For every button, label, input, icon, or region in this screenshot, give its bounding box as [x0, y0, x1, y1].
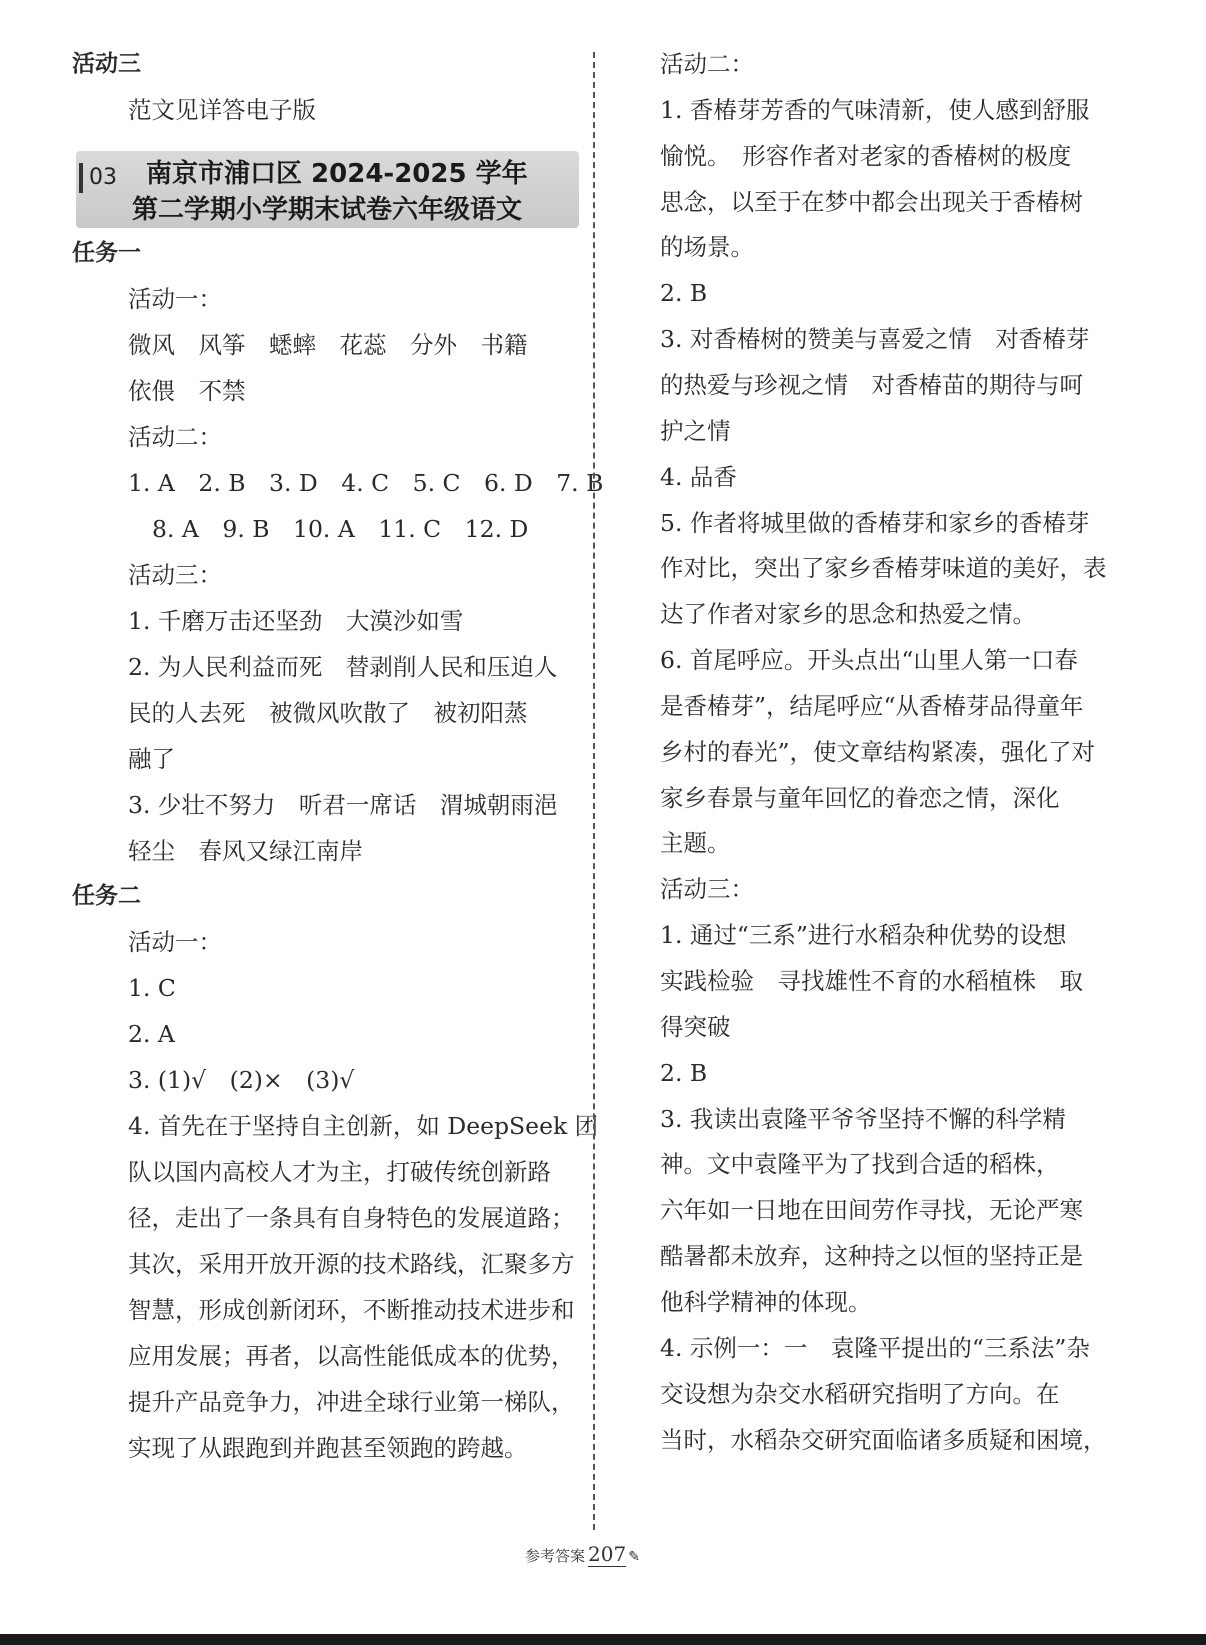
- answer-line: 2. 为人民利益而死 替剥削人民和压迫人: [128, 653, 558, 681]
- answer-line: 活动一：: [128, 285, 222, 313]
- answer-line: 活动三：: [660, 875, 754, 904]
- answer-line: 4. 品香: [660, 462, 737, 491]
- answer-line: 当时，水稻杂交研究面临诸多质疑和困境，: [660, 1425, 1107, 1454]
- answer-line: 乡村的春光”，使文章结构紧凑，强化了对: [660, 737, 1096, 766]
- answer-line: 1. 千磨万击还坚劲 大漠沙如雪: [128, 607, 464, 635]
- answer-line: 队以国内高校人才为主，打破传统创新路: [128, 1158, 551, 1186]
- answer-line: 民的人去死 被微风吹散了 被初阳蒸: [128, 699, 528, 727]
- answer-line: 融了: [128, 745, 175, 773]
- answer-line: 其次，采用开放开源的技术路线，汇聚多方: [128, 1250, 575, 1278]
- answer-line: 交设想为杂交水稻研究指明了方向。在: [660, 1379, 1060, 1408]
- answer-line: 3. 我读出袁隆平爷爷坚持不懈的科学精: [660, 1104, 1066, 1133]
- answer-line: 1. C: [128, 974, 176, 1002]
- footer-label: 参考答案: [525, 1547, 586, 1565]
- answer-line: 应用发展；再者，以高性能低成本的优势，: [128, 1342, 575, 1370]
- answer-line: 神。文中袁隆平为了找到合适的稻株，: [660, 1150, 1060, 1179]
- answer-line: 他科学精神的体现。: [660, 1287, 872, 1316]
- answer-line: 微风 风筝 蟋蟀 花蕊 分外 书籍: [128, 331, 528, 359]
- scan-edge-bar: [0, 1634, 1206, 1645]
- title-line-1: 南京市浦口区 2024-2025 学年: [146, 159, 528, 189]
- page-footer: [525, 1542, 640, 1566]
- answer-line: 的场景。: [660, 233, 754, 262]
- answer-line: 活动三：: [128, 561, 222, 589]
- answer-line: 5. 作者将城里做的香椿芽和家乡的香椿芽: [660, 508, 1090, 537]
- answer-line: 3. (1)√ (2)× (3)√: [128, 1066, 355, 1094]
- page-number: 207: [588, 1542, 627, 1566]
- answer-line: 3. 少壮不努力 听君一席话 渭城朝雨浥: [128, 791, 558, 819]
- answer-line: 2. A: [128, 1020, 175, 1048]
- answer-line: 的热爱与珍视之情 对香椿苗的期待与呵: [660, 370, 1083, 399]
- column-divider: [593, 52, 595, 1530]
- section-heading: 任务二: [72, 883, 141, 909]
- section-heading: 活动三: [72, 51, 141, 77]
- answer-line: 8. A 9. B 10. A 11. C 12. D: [152, 515, 529, 543]
- answer-line: 主题。: [660, 829, 731, 858]
- answer-line: 六年如一日地在田间劳作寻找，无论严寒: [660, 1196, 1083, 1225]
- section-heading: 任务一: [72, 240, 141, 266]
- pen-icon: ✎: [628, 1549, 640, 1565]
- answer-line: 范文见详答电子版: [128, 96, 316, 124]
- answer-line: 1. 通过“三系”进行水稻杂种优势的设想: [660, 921, 1067, 950]
- answer-line: 酷暑都未放弃，这种持之以恒的坚持正是: [660, 1242, 1083, 1271]
- answer-line: 达了作者对家乡的思念和热爱之情。: [660, 600, 1036, 629]
- exam-title-block: [76, 151, 579, 228]
- answer-line: 提升产品竞争力，冲进全球行业第一梯队，: [128, 1388, 575, 1416]
- answer-line: 径，走出了一条具有自身特色的发展道路；: [128, 1204, 575, 1232]
- answer-line: 实现了从跟跑到并跑甚至领跑的跨越。: [128, 1434, 528, 1462]
- answer-line: 活动一：: [128, 928, 222, 956]
- answer-line: 2. B: [660, 279, 708, 308]
- answer-line: 3. 对香椿树的赞美与喜爱之情 对香椿芽: [660, 325, 1090, 354]
- answer-line: 2. B: [660, 1058, 708, 1087]
- answer-line: 活动二：: [128, 423, 222, 451]
- answer-line: 思念，以至于在梦中都会出现关于香椿树: [660, 187, 1083, 216]
- answer-line: 护之情: [660, 416, 731, 445]
- answer-line: 依偎 不禁: [128, 377, 246, 405]
- answer-line: 1. A 2. B 3. D 4. C 5. C 6. D 7. B: [128, 469, 604, 497]
- answer-line: 1. 香椿芽芳香的气味清新，使人感到舒服: [660, 95, 1090, 124]
- answer-line: 作对比，突出了家乡香椿芽味道的美好，表: [660, 554, 1107, 583]
- answer-line: 4. 首先在于坚持自主创新，如 DeepSeek 团: [128, 1112, 599, 1140]
- title-line-2: 第二学期小学期末试卷六年级语文: [132, 195, 523, 225]
- answer-line: 家乡春景与童年回忆的眷恋之情，深化: [660, 783, 1060, 812]
- answer-line: 是香椿芽”，结尾呼应“从香椿芽品得童年: [660, 691, 1084, 720]
- section-number: 03: [79, 163, 133, 193]
- answer-line: 活动二：: [660, 50, 754, 78]
- answer-line: 实践检验 寻找雄性不育的水稻植株 取: [660, 967, 1083, 995]
- answer-line: 4. 示例一：一 袁隆平提出的“三系法”杂: [660, 1333, 1090, 1362]
- answer-line: 6. 首尾呼应。开头点出“山里人第一口春: [660, 646, 1078, 675]
- answer-line: 轻尘 春风又绿江南岸: [128, 837, 363, 865]
- answer-line: 愉悦。 形容作者对老家的香椿树的极度: [660, 141, 1072, 170]
- answer-line: 智慧，形成创新闭环，不断推动技术进步和: [128, 1296, 575, 1324]
- answer-line: 得突破: [660, 1012, 731, 1041]
